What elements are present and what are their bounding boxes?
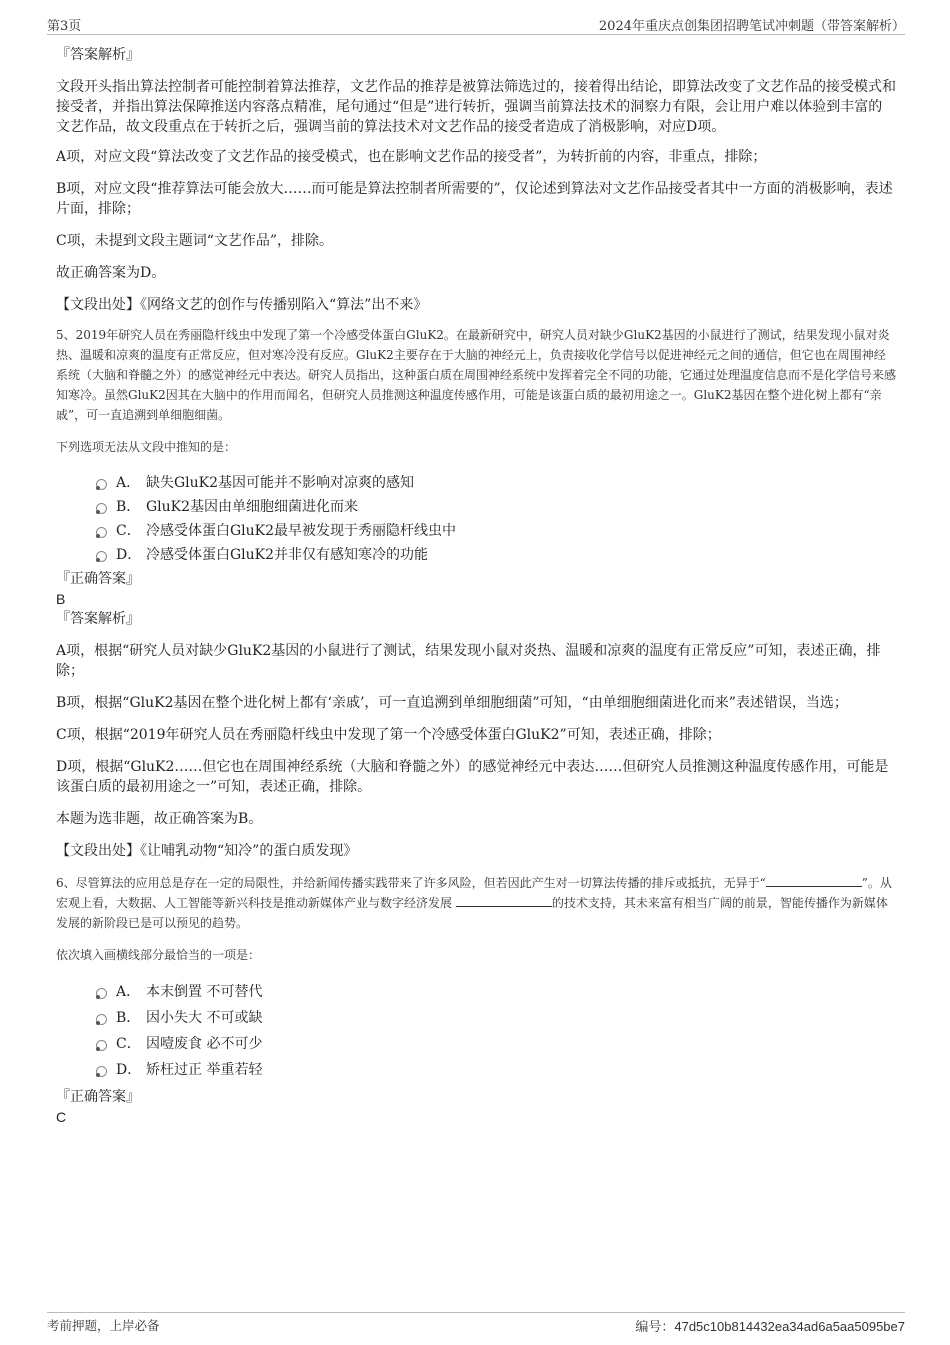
page-header [47,14,905,35]
radio-icon[interactable] [96,503,107,514]
q6-answer: C [56,1109,67,1125]
q4-conclusion: 故正确答案为D。 [56,265,166,281]
radio-icon[interactable] [96,1014,107,1025]
q5-option-a[interactable]: A． 缺失GluK2基因可能并不影响对凉爽的感知 [96,471,896,495]
q4-analysis-b: B项，对应文段“推荐算法可能会放大……而可能是算法控制者所需要的”，仅论述到算法对文艺作品接受者其中一方面的消极影响，表述片面，排除； [56,181,893,217]
radio-icon[interactable] [96,527,107,538]
page-footer [47,1312,905,1334]
fill-blank-2[interactable] [456,894,552,907]
q5-answer-label: 『正确答案』 [56,571,140,587]
document-title: 2024年重庆点创集团招聘笔试冲刺题（带答案解析） [598,19,905,34]
q6-option-b[interactable]: B． 因小失大 不可或缺 [96,1005,896,1031]
q4-analysis-label: 『答案解析』 [56,47,140,63]
q6-option-d[interactable]: D． 矫枉过正 举重若轻 [96,1057,896,1083]
q5-option-d[interactable]: D． 冷感受体蛋白GluK2并非仅有感知寒冷的功能 [96,543,896,567]
q6-passage: 6、尽管算法的应用总是存在一定的局限性，并给新闻传播实践带来了许多风险，但若因此产生对一切算法传播的排斥或抵抗，无异于“ ”。从宏观上看，大数据、人工智能等新兴科技是推动新媒体产业与数字经济发展 的技术支持，其未来富有相当广阔的前景，智能传播作为新媒体发展的新阶段已是可以预见的趋势。 [56,876,892,930]
main-content [56,45,896,1127]
q5-option-b[interactable]: B． GluK2基因由单细胞细菌进化而来 [96,495,896,519]
q5-conclusion: 本题为选非题，故正确答案为B。 [56,811,263,827]
q5-options [56,471,896,567]
q5-analysis-c: C项，根据“2019年研究人员在秀丽隐杆线虫中发现了第一个冷感受体蛋白GluK2”可知，表述正确，排除； [56,727,721,743]
q4-analysis-a: A项，对应文段“算法改变了文艺作品的接受模式，也在影响文艺作品的接受者”，为转折前的内容，非重点，排除； [56,149,767,165]
q5-analysis-label: 『答案解析』 [56,611,140,627]
document-code: 编号：47d5c10b814432ea34ad6a5aa5095be7 [635,1319,905,1334]
fill-blank-1[interactable] [766,874,862,887]
radio-icon[interactable] [96,988,107,999]
q5-passage: 5、2019年研究人员在秀丽隐杆线虫中发现了第一个冷感受体蛋白GluK2。在最新研究中，研究人员对缺少GluK2基因的小鼠进行了测试，结果发现小鼠对炎热、温暖和凉爽的温度有正常反应，但对寒冷没有反应。GluK2主要存在于大脑的神经元上，负责接收化学信号以促进神经元之间的通信，但它也在周围神经系统（大脑和脊髓之外）的感觉神经元中表达。研究人员指出，这种蛋白质在周围神经系统中发挥着完全不同的功能，它通过处理温度信息而不是化学信号来感知寒冷。虽然GluK2因其在大脑中的作用而闻名，但研究人员推测这种温度传感作用，可能是该蛋白质的最初用途之一。GluK2基因在整个进化树上都有“亲戚”，可一直追溯到单细胞细菌。 [56,328,897,422]
q5-analysis-a: A项，根据“研究人员对缺少GluK2基因的小鼠进行了测试，结果发现小鼠对炎热、温暖和凉爽的温度有正常反应”可知，表述正确，排除； [56,643,881,679]
q5-analysis-d: D项，根据“GluK2……但它也在周围神经系统（大脑和脊髓之外）的感觉神经元中表达……但研究人员推测这种温度传感作用，可能是该蛋白质的最初用途之一”可知，表述正确，排除。 [56,759,889,795]
q5-analysis-b: B项，根据“GluK2基因在整个进化树上都有‘亲戚’，可一直追溯到单细胞细菌”可知，“由单细胞细菌进化而来”表述错误，当选； [56,695,848,711]
q5-answer: B [56,591,66,607]
q6-question: 依次填入画横线部分最恰当的一项是： [56,948,261,962]
footer-slogan: 考前押题，上岸必备 [47,1318,160,1333]
q6-option-a[interactable]: A． 本末倒置 不可替代 [96,979,896,1005]
q4-analysis-intro: 文段开头指出算法控制者可能控制着算法推荐，文艺作品的推荐是被算法筛选过的，接着得出结论，即算法改变了文艺作品的接受模式和接受者，并指出算法保障推送内容落点精准，尾句通过“但是”进行转折，强调当前算法技术的洞察力有限，会让用户难以体验到丰富的文艺作品，故文段重点在于转折之后，强调当前的算法技术对文艺作品的接受者造成了消极影响，对应D项。 [56,79,896,135]
radio-icon[interactable] [96,551,107,562]
q6-answer-label: 『正确答案』 [56,1089,140,1105]
radio-icon[interactable] [96,479,107,490]
q6-options [56,979,896,1083]
radio-icon[interactable] [96,1066,107,1077]
q5-question: 下列选项无法从文段中推知的是： [56,440,237,454]
q4-source: 【文段出处】《网络文艺的创作与传播别陷入“算法”出不来》 [56,297,428,313]
q6-option-c[interactable]: C． 因噎废食 必不可少 [96,1031,896,1057]
q5-source: 【文段出处】《让哺乳动物“知冷”的蛋白质发现》 [56,843,358,859]
q4-analysis-c: C项，未提到文段主题词“文艺作品”，排除。 [56,233,334,249]
page-number: 第3页 [47,19,82,34]
radio-icon[interactable] [96,1040,107,1051]
q5-option-c[interactable]: C． 冷感受体蛋白GluK2最早被发现于秀丽隐杆线虫中 [96,519,896,543]
